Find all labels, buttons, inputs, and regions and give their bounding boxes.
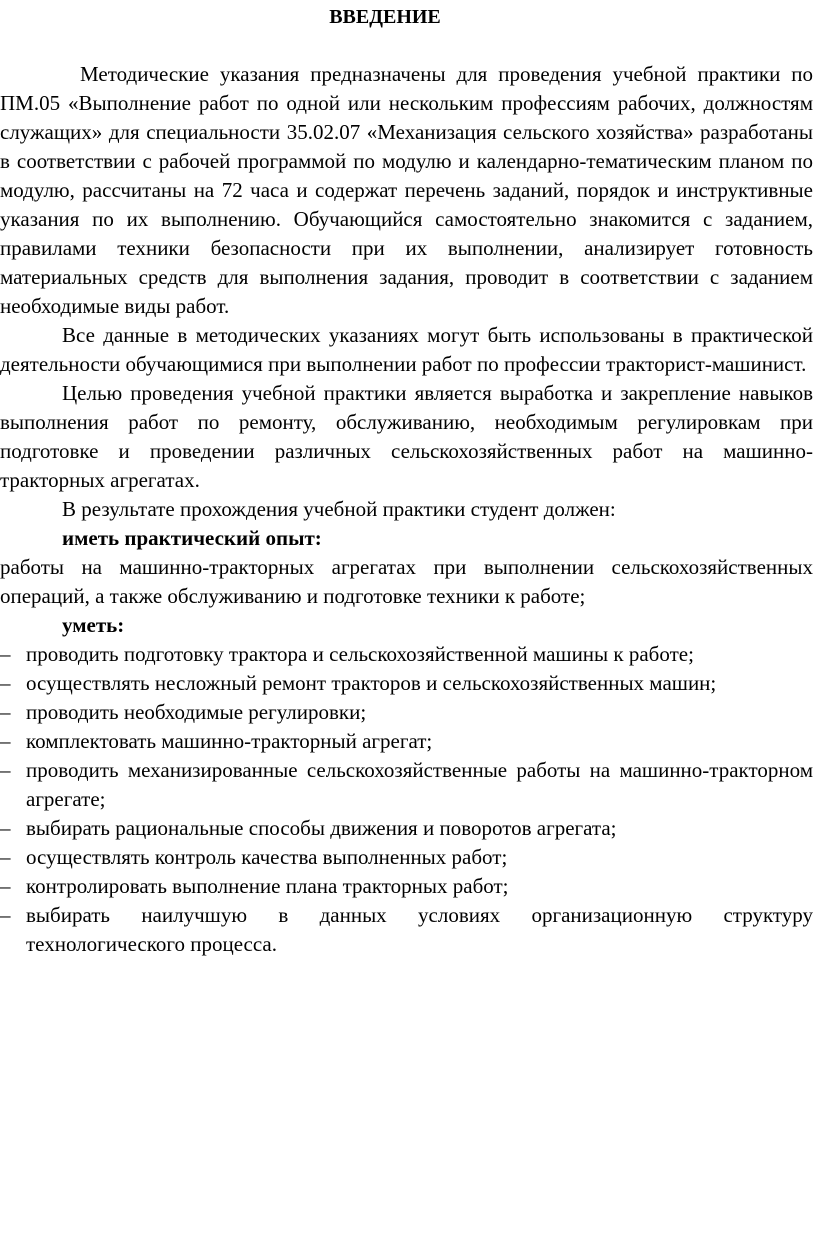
list-item	[0, 640, 813, 669]
list-item	[0, 814, 813, 843]
list-item	[0, 669, 813, 698]
skill-text: проводить необходимые регулировки;	[26, 700, 367, 724]
skills-heading: уметь:	[62, 613, 125, 637]
skills-list	[0, 640, 813, 959]
skill-text: проводить подготовку трактора и сельскохозяйственной машины к работе;	[26, 642, 694, 666]
dash-bullet: –	[0, 700, 11, 724]
usage-paragraph: Все данные в методических указаниях могут быть использованы в практической деятельности обучающимися при выполнении работ по профессии тракторист-машинист.	[0, 323, 813, 376]
dash-bullet: –	[0, 729, 11, 753]
list-item	[0, 756, 813, 814]
result-paragraph: В результате прохождения учебной практики студент должен:	[62, 497, 616, 521]
dash-bullet: –	[0, 845, 11, 869]
dash-bullet: –	[0, 642, 11, 666]
list-item	[0, 698, 813, 727]
skill-text: выбирать наилучшую в данных условиях организационную структуру технологического процесса.	[26, 903, 813, 956]
skill-text: комплектовать машинно-тракторный агрегат;	[26, 729, 433, 753]
page-title: ВВЕДЕНИЕ	[329, 6, 441, 28]
dash-bullet: –	[0, 758, 11, 782]
document-body	[0, 60, 813, 959]
dash-bullet: –	[0, 874, 11, 898]
skill-text: проводить механизированные сельскохозяйственные работы на машинно-тракторном агрегате;	[26, 758, 813, 811]
skill-text: контролировать выполнение плана тракторных работ;	[26, 874, 509, 898]
list-item	[0, 843, 813, 872]
experience-text: работы на машинно-тракторных агрегатах при выполнении сельскохозяйственных операций, а также обслуживанию и подготовке техники к работе;	[0, 555, 813, 608]
list-item	[0, 872, 813, 901]
list-item	[0, 901, 813, 959]
dash-bullet: –	[0, 671, 11, 695]
skill-text: выбирать рациональные способы движения и поворотов агрегата;	[26, 816, 617, 840]
intro-paragraph: Методические указания предназначены для проведения учебной практики по ПМ.05 «Выполнение работ по одной или нескольким профессиям рабочих, должностям служащих» для специальности 35.02.07 «Механизация сельского хозяйства» разработаны в соответствии с рабочей программой по модулю и календарно-тематическим планом по модулю, рассчитаны на 72 часа и содержат перечень заданий, порядок и инструктивные указания по их выполнению. Обучающийся самостоятельно знакомится с заданием, правилами техники безопасности при их выполнении, анализирует готовность материальных средств для выполнения задания, проводит в соответствии с заданием необходимые виды работ.	[0, 62, 813, 318]
goal-paragraph: Целью проведения учебной практики является выработка и закрепление навыков выполнения работ по ремонту, обслуживанию, необходимым регулировкам при подготовке и проведении различных сельскохозяйственных работ на машинно-тракторных агрегатах.	[0, 381, 813, 492]
experience-heading: иметь практический опыт:	[62, 526, 322, 550]
dash-bullet: –	[0, 903, 11, 927]
skill-text: осуществлять несложный ремонт тракторов и сельскохозяйственных машин;	[26, 671, 717, 695]
list-item	[0, 727, 813, 756]
dash-bullet: –	[0, 816, 11, 840]
skill-text: осуществлять контроль качества выполненных работ;	[26, 845, 508, 869]
